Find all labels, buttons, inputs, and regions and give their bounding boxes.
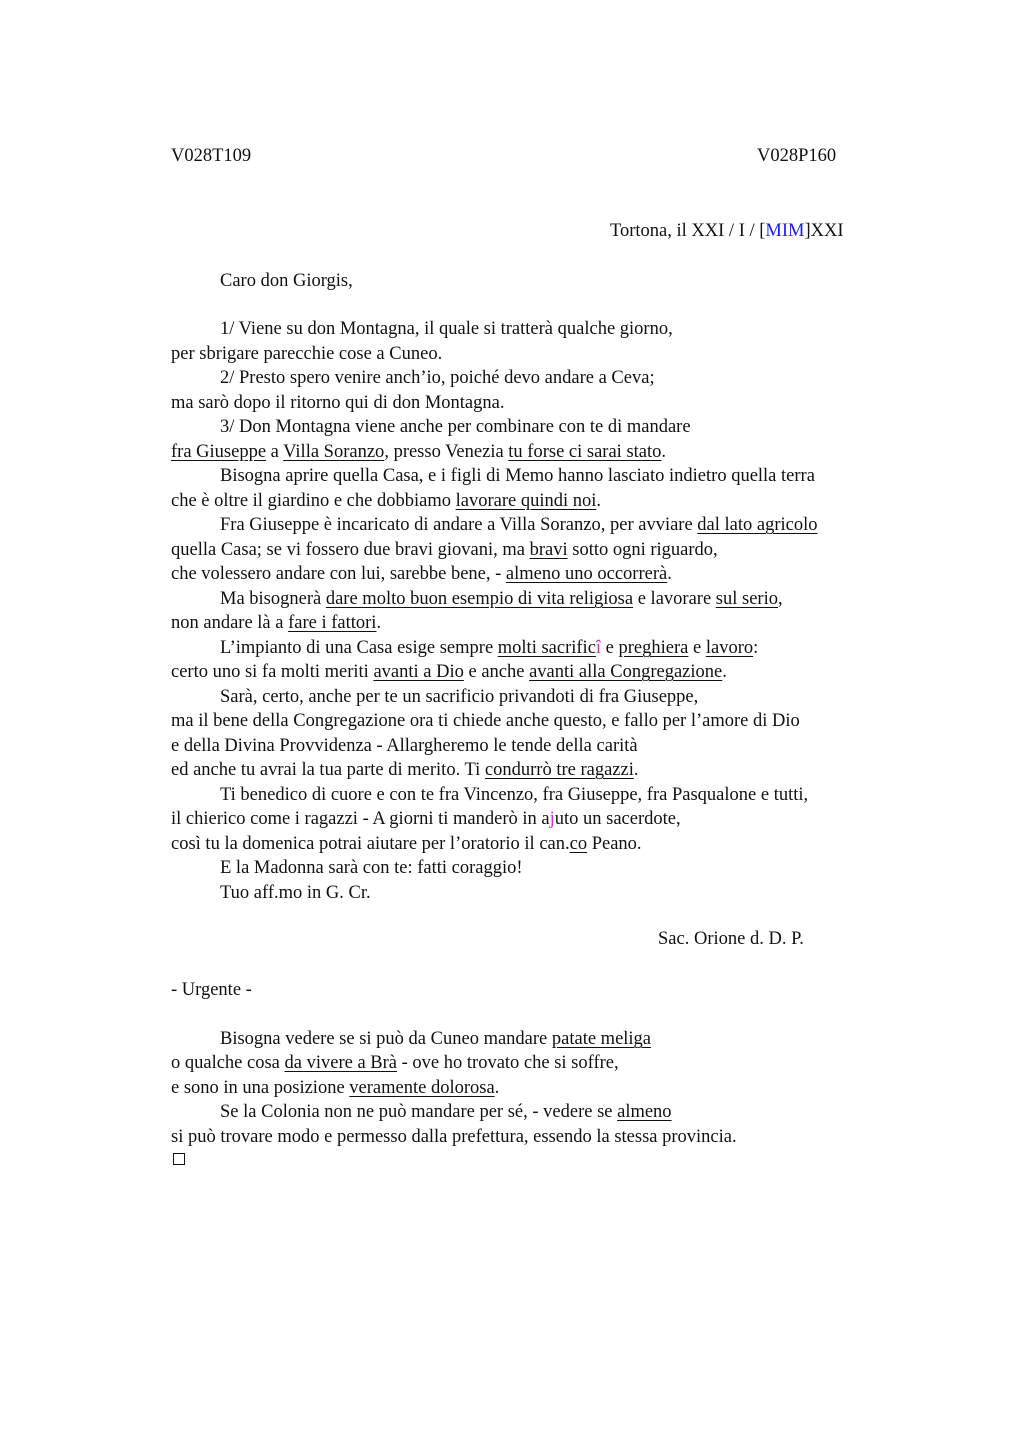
body-line [220, 636, 758, 660]
underlined-text: veramente dolorosa [349, 1078, 495, 1098]
text-span: il chierico come i ragazzi - A giorni ti manderò in a [171, 809, 550, 829]
body-line [220, 587, 783, 611]
text-span: e [601, 638, 619, 658]
dateline [610, 221, 844, 242]
postscript-line [171, 1051, 619, 1075]
body-line [171, 440, 666, 464]
dateline-suffix: ]XXI [804, 221, 844, 241]
body-line: ma il bene della Congregazione ora ti chiede anche questo, e fallo per l’amore di Dio [171, 711, 800, 731]
text-span: così tu la domenica potrai aiutare per l’oratorio il can. [171, 834, 570, 854]
underlined-text: lavorare quindi noi [455, 491, 597, 511]
body-line: Sarà, certo, anche per te un sacrificio privandoti di fra Giuseppe, [220, 687, 699, 707]
underlined-text: patate meliga [551, 1029, 652, 1049]
body-line: per sbrigare parecchie cose a Cuneo. [171, 344, 443, 364]
text-span: ed anche tu avrai la tua parte di merito. Ti [171, 760, 485, 780]
underlined-text: co [569, 834, 588, 854]
text-span: Ma bisognerà [220, 589, 326, 609]
underlined-text: fare i fattori [288, 613, 377, 633]
body-line: 1/ Viene su don Montagna, il quale si tratterà qualche giorno, [220, 319, 673, 339]
text-span: . [661, 442, 667, 462]
dateline-bracket-text: MIM [765, 221, 805, 241]
header-right-code: V028P160 [757, 146, 837, 166]
text-span: uto un sacerdote, [554, 809, 681, 829]
body-line: ma sarò dopo il ritorno qui di don Montagna. [171, 393, 505, 413]
underlined-text: bravi [529, 540, 568, 560]
body-line [171, 832, 642, 856]
text-span: , [777, 589, 783, 609]
postscript-line [220, 1027, 651, 1051]
text-span: quella Casa; se vi fossero due bravi giovani, ma [171, 540, 530, 560]
salutation: Caro don Giorgis, [220, 271, 353, 291]
body-line [171, 562, 672, 586]
body-line: 3/ Don Montagna viene anche per combinare con te di mandare [220, 417, 691, 437]
text-span: . [596, 491, 601, 511]
underlined-text: condurrò tre ragazzi [484, 760, 634, 780]
underlined-text: almeno uno occorrerà [505, 564, 668, 584]
text-span: e lavorare [633, 589, 716, 609]
header-left-code: V028T109 [171, 146, 252, 166]
text-span: Fra Giuseppe è incaricato di andare a Villa Soranzo, per avviare [220, 515, 698, 535]
text-span: che volessero andare con lui, sarebbe bene, - [171, 564, 506, 584]
text-span: , presso Venezia [384, 442, 509, 462]
underlined-text: avanti alla Congregazione [529, 662, 723, 682]
underlined-text: dare molto buon esempio di vita religiosa [325, 589, 634, 609]
postscript-label: - Urgente - [171, 980, 252, 1000]
text-span: Bisogna vedere se si può da Cuneo mandare [220, 1029, 552, 1049]
body-line: 2/ Presto spero venire anch’io, poiché devo andare a Ceva; [220, 368, 655, 388]
postscript-line: si può trovare modo e permesso dalla prefettura, essendo la stessa provincia. [171, 1127, 737, 1147]
underlined-text: almeno [617, 1102, 672, 1122]
body-line: Bisogna aprire quella Casa, e i figli di Memo hanno lasciato indietro quella terra [220, 466, 815, 486]
text-span: . [722, 662, 727, 682]
end-marker-box-icon [173, 1153, 185, 1165]
body-line: e della Divina Provvidenza - Allargheremo le tende della carità [171, 736, 638, 756]
underlined-text: lavoro [705, 638, 754, 658]
signature: Sac. Orione d. D. P. [658, 929, 804, 949]
text-span: Se la Colonia non ne può mandare per sé, - vedere se [220, 1102, 618, 1122]
text-span: e sono in una posizione [171, 1078, 350, 1098]
text-span: che è oltre il giardino e che dobbiamo [171, 491, 456, 511]
underlined-text: avanti a Dio [373, 662, 464, 682]
body-line [171, 660, 727, 684]
closing-line: Tuo aff.mo in G. Cr. [220, 883, 371, 903]
body-line [171, 758, 638, 782]
underlined-text: preghiera [618, 638, 689, 658]
underlined-text: fra Giuseppe [171, 442, 267, 462]
underlined-text: molti sacrific [497, 638, 596, 658]
dateline-prefix: Tortona, il XXI / I / [ [610, 221, 766, 241]
body-line: E la Madonna sarà con te: fatti coraggio! [220, 858, 523, 878]
text-span: certo uno si fa molti meriti [171, 662, 374, 682]
body-line [171, 611, 381, 635]
text-span: Peano. [587, 834, 642, 854]
text-span: - ove ho trovato che si soffre, [397, 1053, 619, 1073]
postscript-line [220, 1100, 672, 1124]
text-span: L’impianto di una Casa esige sempre [220, 638, 498, 658]
text-span: . [667, 564, 672, 584]
postscript-line [171, 1076, 499, 1100]
underlined-text: Villa Soranzo [283, 442, 385, 462]
underlined-text: dal lato agricolo [697, 515, 818, 535]
text-span: . [633, 760, 639, 780]
body-line: Ti benedico di cuore e con te fra Vincenzo, fra Giuseppe, fra Pasqualone e tutti, [220, 785, 809, 805]
text-span: sotto ogni riguardo, [567, 540, 718, 560]
text-span: a [266, 442, 284, 462]
text-span: o qualche cosa [171, 1053, 285, 1073]
text-span: : [753, 638, 759, 658]
body-line [220, 513, 818, 537]
text-span: . [376, 613, 382, 633]
text-span: . [494, 1078, 500, 1098]
text-span: non andare là a [171, 613, 289, 633]
body-line [171, 489, 601, 513]
editorial-mark: î [595, 638, 602, 658]
text-span: e [688, 638, 706, 658]
underlined-text: sul serio [715, 589, 778, 609]
text-span: e anche [463, 662, 530, 682]
body-line [171, 538, 718, 562]
editorial-mark: j [549, 809, 555, 829]
underlined-text: da vivere a Brà [284, 1053, 398, 1073]
underlined-text: tu forse ci sarai stato [508, 442, 662, 462]
body-line [171, 807, 681, 831]
